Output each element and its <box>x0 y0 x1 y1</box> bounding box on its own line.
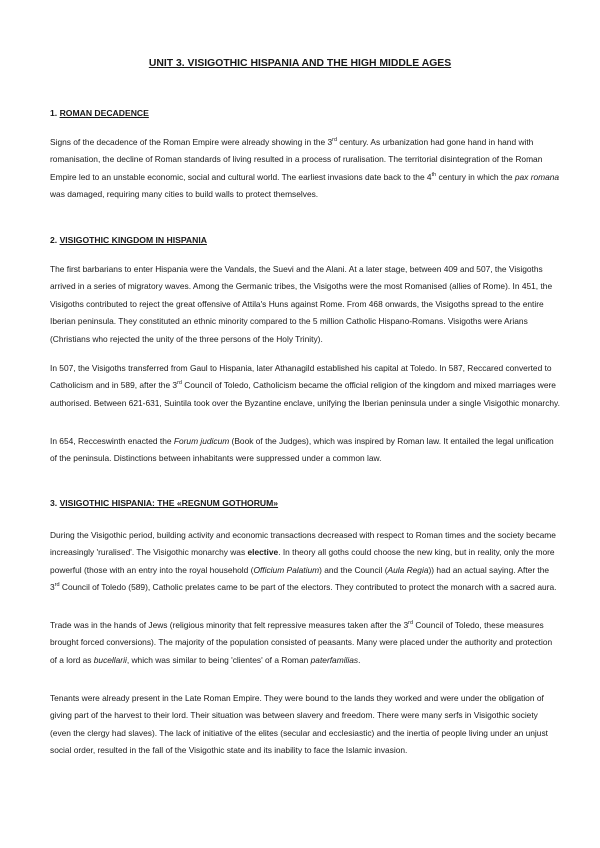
paragraph: The first barbarians to enter Hispania were the Vandals, the Suevi and the Alani. At a later stage, between 409 and 507, the Visigoths arrived in a series of migratory waves. Among the Germanic tribes, the Visigoths were the most Romanised (allies of Rome). In 451, the Visigoths contributed to reject the great offensive of Attila's Huns against Rome. From 468 onwards, the Visigoths spread to the entire Iberian peninsula. They constituted an ethnic minority compared to the 5 million Catholic Hispano-Romans. Visigoths were Arians (Christians who rejected the unity of the three persons of the Holy Trinity). <box>50 264 553 344</box>
paragraph: In 654, Recceswinth enacted the Forum judicum (Book of the Judges), which was inspired by Roman law. It entailed the legal unification of the peninsula. Distinctions between inhabitants were suppressed under a common law. <box>50 436 554 464</box>
paragraph: Tenants were already present in the Late Roman Empire. They were bound to the lands they worked and were under the obligation of giving part of the harvest to their lord. Their situation was between slavery and freedom. There were many serfs in Visigothic society (even the clergy had slaves). The lack of initiative of the elites (secular and ecclesiastic) and the inertia of people living under an unjust social order, resulted in the fall of the Visigothic state and its inability to face the Islamic invasion. <box>50 693 548 756</box>
section-heading-2 <box>50 235 207 245</box>
section-title: ROMAN DECADENCE <box>59 108 149 118</box>
section-title: VISIGOTHIC KINGDOM IN HISPANIA <box>59 235 207 245</box>
section-heading-3 <box>50 498 278 508</box>
section-number: 1. <box>50 108 58 118</box>
section-number: 2. <box>50 235 58 245</box>
page-title: UNIT 3. VISIGOTHIC HISPANIA AND THE HIGH MIDDLE AGES <box>148 58 452 69</box>
section-heading-1 <box>50 108 149 118</box>
section-title: VISIGOTHIC HISPANIA: THE «REGNUM GOTHORUM» <box>59 498 279 508</box>
paragraph: During the Visigothic period, building activity and economic transactions decreased with respect to Roman times and the society became increasingly 'ruralised'. The Visigothic monarchy was elective. In theory all goths could choose the new king, but in reality, only the more powerful (those with an entry into the royal household (Officium Palatium) and the Council (Aula Regia)) had an actual saying. After the 3rd Council of Toledo (589), Catholic prelates came to be part of the electors. They contributed to protect the monarch with a sacred aura. <box>50 530 557 593</box>
section-number: 3. <box>50 498 58 508</box>
paragraph: Signs of the decadence of the Roman Empire were already showing in the 3rd century. As urbanization had gone hand in hand with romanisation, the decline of Roman standards of living resulted in a process of ruralisation. The territorial disintegration of the Roman Empire led to an unstable economic, social and cultural world. The earliest invasions date back to the 4th century in which the pax romana was damaged, requiring many cities to build walls to protect themselves. <box>50 137 560 200</box>
paragraph: Trade was in the hands of Jews (religious minority that felt repressive measures taken after the 3rd Council of Toledo, these measures brought forced conversions). The majority of the population consisted of peasants. Many were placed under the authority and protection of a lord as bucellarii, which was similar to being 'clientes' of a Roman paterfamilias. <box>50 620 553 665</box>
paragraph: In 507, the Visigoths transferred from Gaul to Hispania, later Athanagild established his capital at Toledo. In 587, Reccared converted to Catholicism and in 589, after the 3rd Council of Toledo, Catholicism became the official religion of the kingdom and mixed marriages were authorised. Between 621-631, Suintila took over the Byzantine enclave, unifying the Iberian peninsula under a single Visigothic monarchy. <box>50 363 560 408</box>
